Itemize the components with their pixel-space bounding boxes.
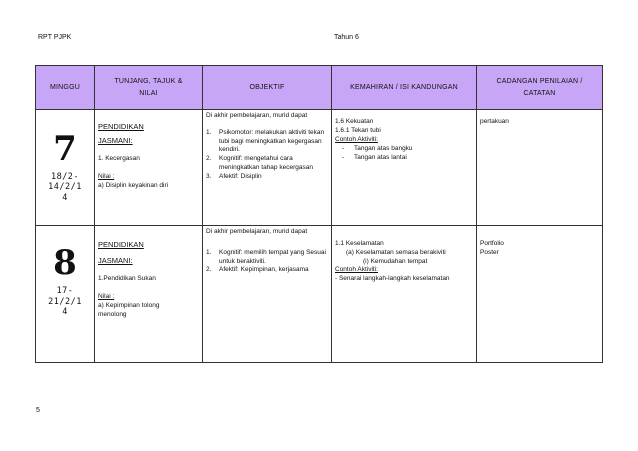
topic: 1.Pendidikan Sukan xyxy=(98,275,156,283)
aktiviti-label: Contoh Aktiviti: xyxy=(335,266,378,274)
nilai-value: a) Kepimpinan tolong menolong xyxy=(98,301,160,318)
week-date-line: 14/2/1 xyxy=(48,182,82,193)
nilai-value: a) Disiplin keyakinan diri xyxy=(98,181,169,189)
col-header-tunjang: TUNJANG, TAJUK & NILAI xyxy=(95,66,203,110)
col-header-kemahiran: KEMAHIRAN / ISI KANDUNGAN xyxy=(332,66,477,110)
week-cell xyxy=(36,226,95,363)
aktiviti-label: Contoh Aktiviti: xyxy=(335,135,378,143)
col-header-objektif: OBJEKTIF xyxy=(203,66,332,110)
page-number: 5 xyxy=(36,407,40,414)
nilai-label: Nilai : xyxy=(98,293,115,301)
week-date-line: 18/2- xyxy=(50,171,80,182)
objektif-cell xyxy=(203,226,332,363)
kemahiran-line: 1.6.1 Tekan tubi xyxy=(335,126,381,134)
objektif-list xyxy=(206,129,328,182)
tunjang-title: PENDIDIKAN xyxy=(98,122,144,131)
list-item: - Tangan atas lantai xyxy=(342,154,407,162)
kemahiran-line: - Senarai langkah-langkah keselamatan xyxy=(335,275,450,283)
topic: 1. Kecergasan xyxy=(98,155,140,163)
table-row xyxy=(36,110,603,226)
kemahiran-line: 1.1 Keselamatan xyxy=(335,240,384,247)
kemahiran-cell xyxy=(332,226,477,363)
lesson-plan-table xyxy=(35,65,603,363)
aktiviti-list xyxy=(335,145,473,163)
kemahiran-line: (a) Keselamatan semasa berakiviti xyxy=(346,248,446,256)
tunjang-subtitle: JASMANI: xyxy=(98,136,133,146)
kemahiran-line: (i) Kemudahan tempat xyxy=(363,257,428,265)
table-row xyxy=(36,226,603,363)
tunjang-subtitle: JASMANI: xyxy=(98,256,133,266)
list-item: 1. Psikomotor: melakukan aktiviti tekan tubi bagi meningkatkan kegergasan kendiri. xyxy=(206,128,325,154)
kemahiran-line: 1.6 Kekuatan xyxy=(335,118,374,125)
catatan-line: Poster xyxy=(480,248,499,256)
tunjang-cell xyxy=(95,226,203,363)
week-number: 8 xyxy=(53,243,77,283)
tunjang-title: PENDIDIKAN xyxy=(98,240,144,249)
objektif-intro: Di akhir pembelajaran, murid dapat xyxy=(206,228,308,235)
list-item: - Tangan atas bangku xyxy=(342,145,413,153)
nilai-label: Nilai : xyxy=(98,173,115,181)
list-item: 1. Kognitif: memilih tempat yang Sesuai untuk beraktiviti. xyxy=(206,248,326,265)
col-header-catatan: CADANGAN PENILAIAN / CATATAN xyxy=(477,66,603,110)
objektif-list xyxy=(206,249,328,275)
header-right: Tahun 6 xyxy=(334,34,359,41)
week-date-line: 4 xyxy=(62,307,68,318)
catatan-cell xyxy=(477,110,603,226)
list-item: 3. Afektif: Disiplin xyxy=(206,172,262,180)
week-cell xyxy=(36,110,95,226)
catatan-line: Portfolio xyxy=(480,240,504,247)
list-item: 2. Kognitif: mengetahui cara meningkatkan tahap kecergasan xyxy=(206,155,313,171)
week-date-line: 21/2/1 xyxy=(48,296,82,307)
table-header-row xyxy=(36,66,603,110)
col-header-minggu: MINGGU xyxy=(36,66,95,110)
catatan-line: pertakuan xyxy=(480,118,509,125)
objektif-cell xyxy=(203,110,332,226)
objektif-intro: Di akhir pembelajaran, murid dapat xyxy=(206,112,308,119)
tunjang-cell xyxy=(95,110,203,226)
list-item: 2. Afektif: Kepimpinan, kerjasama xyxy=(206,266,309,274)
header-left: RPT PJPK xyxy=(38,34,72,41)
week-date-line: 4 xyxy=(62,192,68,203)
catatan-cell xyxy=(477,226,603,363)
week-date-line: 17- xyxy=(56,286,74,296)
week-number: 7 xyxy=(53,128,77,169)
kemahiran-cell xyxy=(332,110,477,226)
